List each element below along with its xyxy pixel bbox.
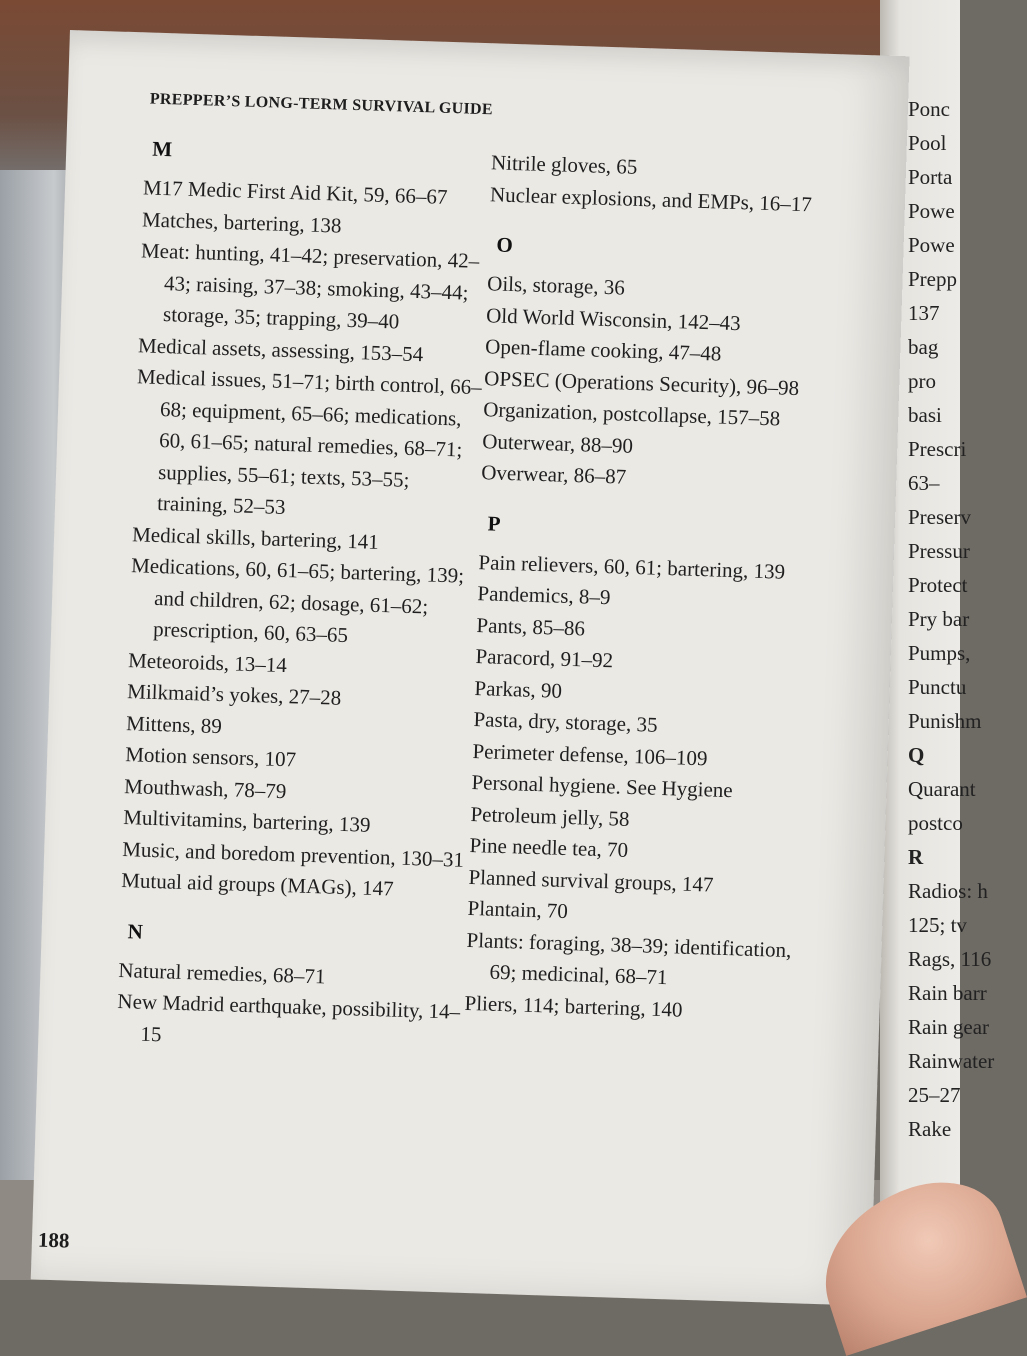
facing-page-fragment: Preserv bbox=[908, 505, 971, 529]
index-entry: Medications, 60, 61–65; bartering, 139; and children, 62; dosage, 61–62; prescription, 60, 63–65 bbox=[130, 553, 465, 648]
index-entry: Pain relievers, 60, 61; bartering, 139 bbox=[478, 549, 786, 584]
index-entry: Pandemics, 8–9 bbox=[477, 581, 611, 610]
index-entry: Organization, postcollapse, 157–58 bbox=[482, 397, 781, 431]
index-entry: Open-flame cooking, 47–48 bbox=[484, 334, 722, 366]
facing-page-fragment: Prescri bbox=[908, 437, 967, 461]
facing-page-fragment: Pumps, bbox=[908, 641, 971, 665]
facing-page-fragment: 25–27 bbox=[908, 1083, 961, 1107]
index-entry: Parkas, 90 bbox=[474, 675, 563, 703]
facing-page-fragment: Radios: h bbox=[908, 879, 988, 903]
facing-page-fragment: Pry bar bbox=[908, 607, 970, 631]
index-entry: Perimeter defense, 106–109 bbox=[472, 738, 708, 770]
index-entry: Motion sensors, 107 bbox=[124, 742, 297, 772]
facing-page-fragment: Rainwater bbox=[908, 1049, 995, 1073]
index-entry: Petroleum jelly, 58 bbox=[470, 801, 630, 831]
index-letter-heading: P bbox=[487, 510, 501, 536]
index-column-left bbox=[116, 136, 490, 1059]
index-entry: Paracord, 91–92 bbox=[475, 644, 614, 673]
facing-page-fragment: bag bbox=[908, 335, 939, 359]
index-entry: Milkmaid’s yokes, 27–28 bbox=[126, 679, 342, 710]
index-entry: Planned survival groups, 147 bbox=[468, 864, 714, 897]
running-head: PREPPER’S LONG-TERM SURVIVAL GUIDE bbox=[149, 90, 494, 119]
index-entry: Mutual aid groups (MAGs), 147 bbox=[120, 868, 394, 901]
facing-page-fragment: Powe bbox=[908, 199, 955, 223]
index-entry: Overwear, 86–87 bbox=[480, 460, 627, 489]
facing-page-fragment: Pool bbox=[908, 131, 947, 155]
facing-page-fragment: Prepp bbox=[908, 267, 957, 291]
index-entry: Mittens, 89 bbox=[125, 710, 223, 738]
facing-page-fragment: 63– bbox=[908, 471, 940, 495]
index-entry: Personal hygiene. See Hygiene bbox=[471, 769, 734, 803]
index-entry: Music, and boredom prevention, 130–31 bbox=[121, 836, 465, 872]
index-entry: Matches, bartering, 138 bbox=[141, 206, 342, 238]
index-entry: Pliers, 114; bartering, 140 bbox=[464, 990, 683, 1022]
index-entry: OPSEC (Operations Security), 96–98 bbox=[483, 365, 800, 400]
facing-page-fragment: basi bbox=[908, 403, 942, 427]
facing-page-fragment: Ponc bbox=[908, 97, 950, 121]
facing-page-fragment: Porta bbox=[908, 165, 953, 189]
index-entry: Outerwear, 88–90 bbox=[481, 428, 634, 458]
facing-page-fragment: Punctu bbox=[908, 675, 967, 699]
facing-page-fragment: Quarant bbox=[908, 777, 976, 801]
facing-page-fragment: 137 bbox=[908, 301, 940, 325]
facing-page-fragment: Q bbox=[908, 743, 925, 767]
index-column-right bbox=[464, 147, 836, 1029]
index-entry: Mouthwash, 78–79 bbox=[123, 773, 287, 803]
index-entry: Old World Wisconsin, 142–43 bbox=[485, 302, 742, 335]
index-entry: Pine needle tea, 70 bbox=[469, 832, 629, 862]
index-entry: Meat: hunting, 41–42; preservation, 42–43; raising, 37–38; smoking, 43–44; storage, 35; trapping, 39–40 bbox=[140, 238, 480, 334]
index-entry: Pasta, dry, storage, 35 bbox=[473, 707, 658, 737]
index-entry: Meteoroids, 13–14 bbox=[127, 647, 288, 677]
index-letter-heading: M bbox=[151, 136, 173, 162]
index-entry: Plants: foraging, 38–39; identification, 69; medicinal, 68–71 bbox=[466, 927, 792, 990]
facing-page-fragment: Powe bbox=[908, 233, 955, 257]
index-letter-heading: O bbox=[496, 232, 514, 258]
index-letter-heading: N bbox=[127, 918, 144, 944]
index-entry: Plantain, 70 bbox=[467, 895, 569, 924]
facing-page-fragment: Rain barr bbox=[908, 981, 987, 1005]
index-entry: Medical issues, 51–71; birth control, 66–68; equipment, 65–66; medications, 60, 61–65; natural remedies, 68–71; supplies, 55–61; texts, 53–55; training, 52–53 bbox=[136, 364, 483, 519]
facing-page-text bbox=[908, 92, 994, 1146]
facing-page-fragment: R bbox=[908, 845, 924, 869]
facing-page-fragment: Rain gear bbox=[908, 1015, 990, 1039]
index-entry: Nuclear explosions, and EMPs, 16–17 bbox=[489, 181, 813, 216]
index-entry: Medical skills, bartering, 141 bbox=[131, 521, 380, 554]
facing-page-fragment: 125; tv bbox=[908, 913, 967, 937]
facing-page-fragment: Pressur bbox=[908, 539, 970, 563]
page-number: 188 bbox=[37, 1227, 70, 1253]
facing-page-fragment: postco bbox=[908, 811, 963, 835]
facing-page-fragment: Rake bbox=[908, 1117, 952, 1141]
book-page bbox=[31, 30, 910, 1306]
facing-page-fragment: Rags, 116 bbox=[908, 947, 992, 971]
index-entry: New Madrid earthquake, possibility, 14–15 bbox=[117, 988, 461, 1046]
facing-page-fragment: pro bbox=[908, 369, 936, 393]
facing-page-fragment: Protect bbox=[908, 573, 968, 597]
index-entry: M17 Medic First Aid Kit, 59, 66–67 bbox=[142, 175, 448, 209]
index-entry: Pants, 85–86 bbox=[476, 612, 586, 640]
facing-page-fragment: Punishm bbox=[908, 709, 982, 733]
index-entry: Oils, storage, 36 bbox=[486, 271, 626, 300]
index-entry: Medical assets, assessing, 153–54 bbox=[137, 332, 424, 366]
index-entry: Nitrile gloves, 65 bbox=[490, 150, 638, 179]
index-entry: Multivitamins, bartering, 139 bbox=[122, 805, 371, 837]
index-entry: Natural remedies, 68–71 bbox=[118, 957, 326, 988]
